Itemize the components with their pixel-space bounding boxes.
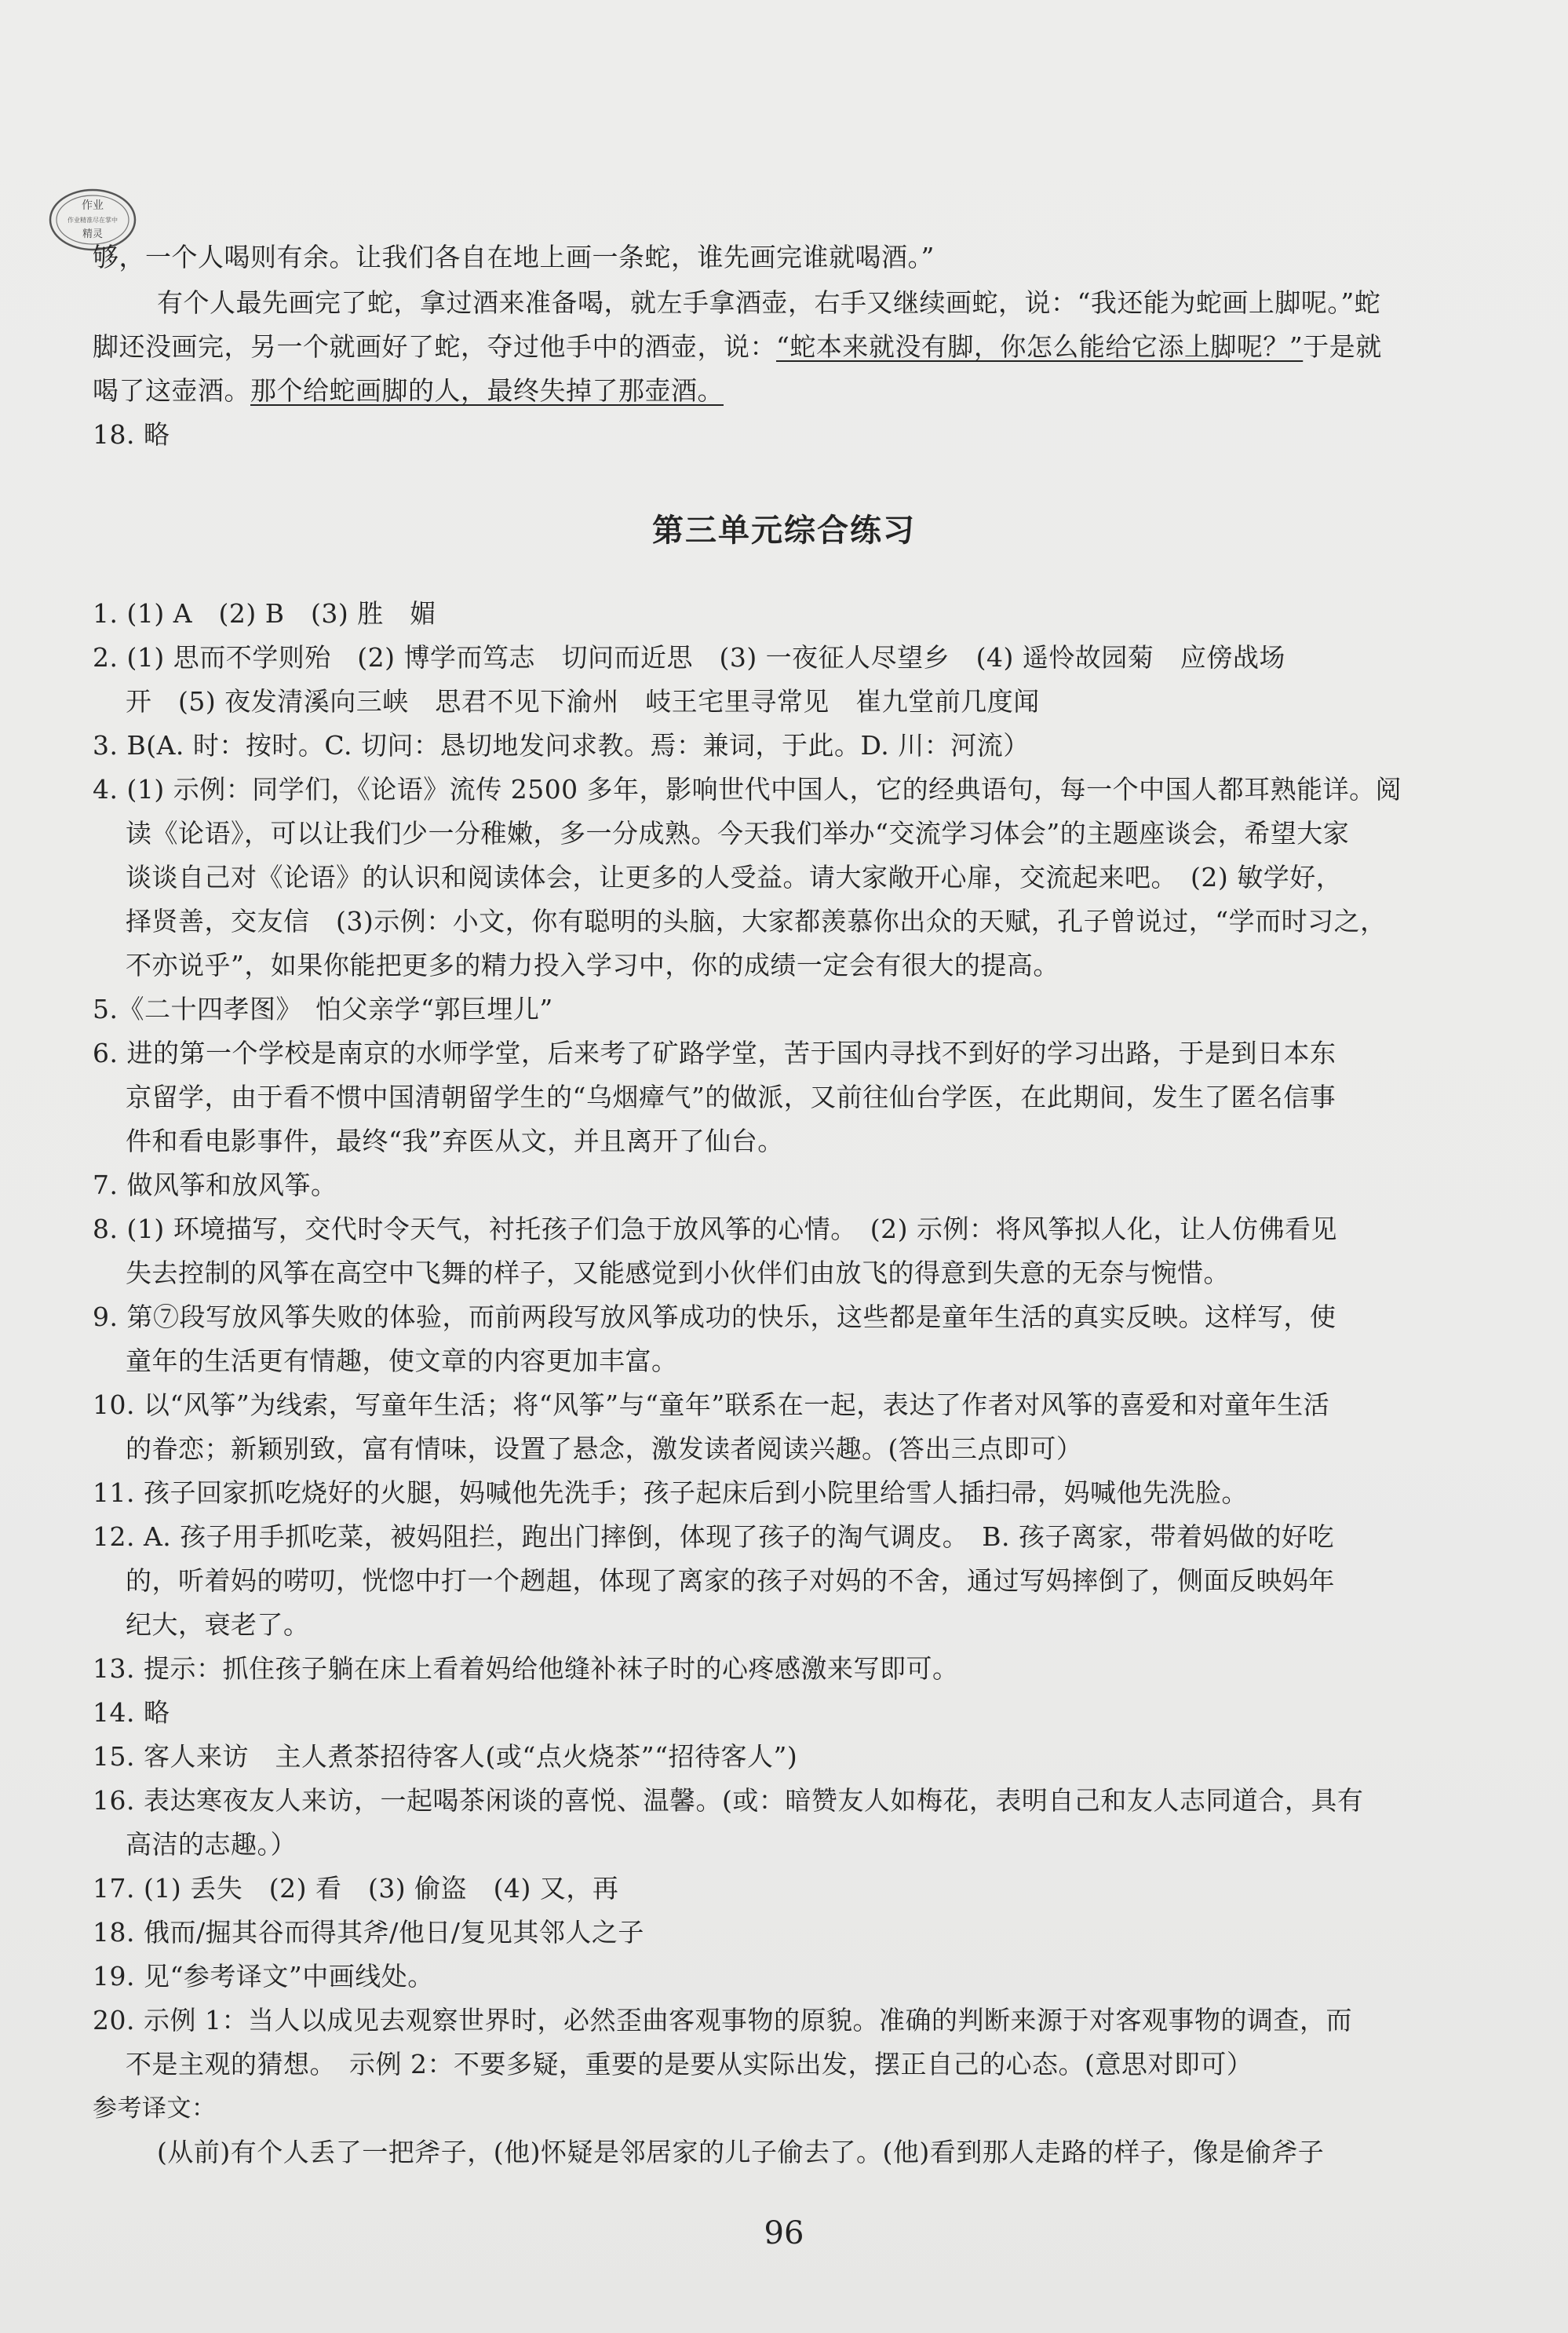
underlined-text: 那个给蛇画脚的人，最终失掉了那壶酒。 <box>250 375 724 406</box>
text-line: 有个人最先画完了蛇，拿过酒来准备喝，就左手拿酒壶，右手又继续画蛇，说：“我还能为蛇画上脚呢。”蛇 <box>157 287 1381 318</box>
text-line: 16. 表达寒夜友人来访，一起喝茶闲谈的喜悦、温馨。(或：暗赞友人如梅花，表明自己和友人志同道合，具有 <box>93 1785 1364 1816</box>
text-line: 失去控制的风筝在高空中飞舞的样子，又能感觉到小伙伴们由放飞的得意到失意的无奈与惋惜。 <box>126 1258 1230 1288</box>
text-line: 读《论语》，可以让我们少一分稚嫩，多一分成熟。今天我们举办“交流学习体会”的主题座谈会，希望大家 <box>126 818 1350 849</box>
text-span: 喝了这壶酒。 <box>93 375 250 406</box>
text-line: 11. 孩子回家抓吃烧好的火腿，妈喊他先洗手；孩子起床后到小院里给雪人插扫帚，妈喊他先洗脸。 <box>93 1477 1248 1508</box>
text-line: 谈谈自己对《论语》的认识和阅读体会，让更多的人受益。请大家敞开心扉，交流起来吧。 (2) 敏学好， <box>126 862 1343 893</box>
svg-text:作业: 作业 <box>82 199 104 212</box>
reference-label: 参考译文： <box>93 2094 217 2123</box>
text-line: 19. 见“参考译文”中画线处。 <box>93 1961 434 1992</box>
text-line: 不是主观的猜想。 示例 2：不要多疑，重要的是要从实际出发，摆正自己的心态。(意思对即可） <box>126 2049 1253 2079</box>
text-line: 17. (1) 丢失 (2) 看 (3) 偷盗 (4) 又，再 <box>93 1873 619 1904</box>
text-line: 高洁的志趣。） <box>126 1829 297 1860</box>
text-line: 18. 略 <box>93 419 170 450</box>
text-line: 够，一个人喝则有余。让我们各自在地上画一条蛇，谁先画完谁就喝酒。” <box>93 242 935 272</box>
text-line: 13. 提示：抓住孩子躺在床上看着妈给他缝补袜子时的心疼感激来写即可。 <box>93 1653 959 1684</box>
text-line: 纪大，衰老了。 <box>126 1609 310 1640</box>
text-line: 件和看电影事件，最终“我”弃医从文，并且离开了仙台。 <box>126 1126 784 1156</box>
text-line: 8. (1) 环境描写，交代时令天气，衬托孩子们急于放风筝的心情。 (2) 示例：将风筝拟人化，让人仿佛看见 <box>93 1214 1337 1244</box>
text-line: 开 (5) 夜发清溪向三峡 思君不见下渝州 岐王宅里寻常见 崔九堂前几度闻 <box>126 686 1040 717</box>
text-line: 5.《二十四孝图》 怕父亲学“郭巨埋儿” <box>93 994 553 1024</box>
section-title: 第三单元综合练习 <box>652 512 916 549</box>
text-line <box>93 375 724 407</box>
text-line: (从前)有个人丢了一把斧子，(他)怀疑是邻居家的儿子偷去了。(他)看到那人走路的样子，像是偷斧子 <box>157 2137 1325 2167</box>
text-line: 择贤善，交友信 (3)示例：小文，你有聪明的头脑，大家都羡慕你出众的天赋，孔子曾说过，“学而时习之， <box>126 906 1387 936</box>
text-line: 12. A. 孩子用手抓吃菜，被妈阻拦，跑出门摔倒，体现了孩子的淘气调皮。 B. 孩子离家，带着妈做的好吃 <box>93 1521 1335 1552</box>
svg-text:精灵: 精灵 <box>82 228 104 240</box>
text-line: 的眷恋；新颖别致，富有情味，设置了悬念，激发读者阅读兴趣。(答出三点即可） <box>126 1433 1083 1464</box>
text-line: 9. 第⑦段写放风筝失败的体验，而前两段写放风筝成功的快乐，这些都是童年生活的真实反映。这样写，使 <box>93 1302 1336 1332</box>
text-line: 20. 示例 1：当人以成见去观察世界时，必然歪曲客观事物的原貌。准确的判断来源于对客观事物的调查，而 <box>93 2005 1352 2035</box>
text-line: 15. 客人来访 主人煮茶招待客人(或“点火烧茶”“招待客人”) <box>93 1741 798 1772</box>
text-line: 童年的生活更有情趣，使文章的内容更加丰富。 <box>126 1345 678 1376</box>
text-line: 7. 做风筝和放风筝。 <box>93 1170 337 1200</box>
text-line: 的，听着妈的唠叨，恍惚中打一个趔趄，体现了离家的孩子对妈的不舍，通过写妈摔倒了，侧面反映妈年 <box>126 1565 1335 1596</box>
text-line: 3. B(A. 时：按时。C. 切问：恳切地发问求教。焉：兼词，于此。D. 川：河流） <box>93 730 1030 761</box>
text-line: 18. 俄而/掘其谷而得其斧/他日/复见其邻人之子 <box>93 1917 644 1948</box>
text-line: 2. (1) 思而不学则殆 (2) 博学而笃志 切问而近思 (3) 一夜征人尽望乡 (4) 遥怜故园菊 应傍战场 <box>93 642 1285 673</box>
text-line: 不亦说乎”，如果你能把更多的精力投入学习中，你的成绩一定会有很大的提高。 <box>126 950 1059 980</box>
text-line: 14. 略 <box>93 1697 170 1728</box>
text-span: 于是就 <box>1303 331 1382 362</box>
text-line: 京留学，由于看不惯中国清朝留学生的“乌烟瘴气”的做派，又前往仙台学医，在此期间，发生了匿名信事 <box>126 1082 1336 1112</box>
page-number: 96 <box>764 2215 804 2251</box>
svg-text:作业精准尽在掌中: 作业精准尽在掌中 <box>67 217 118 224</box>
underlined-text: “蛇本来就没有脚，你怎么能给它添上脚呢？” <box>776 331 1304 362</box>
text-line: 10. 以“风筝”为线索，写童年生活；将“风筝”与“童年”联系在一起，表达了作者对风筝的喜爱和对童年生活 <box>93 1389 1330 1420</box>
text-span: 脚还没画完，另一个就画好了蛇，夺过他手中的酒壶，说： <box>93 331 776 362</box>
text-line: 6. 进的第一个学校是南京的水师学堂，后来考了矿路学堂，苦于国内寻找不到好的学习出路，于是到日本东 <box>93 1038 1336 1068</box>
text-line: 4. (1) 示例：同学们，《论语》流传 2500 多年，影响世代中国人，它的经典语句，每一个中国人都耳熟能详。阅 <box>93 774 1402 805</box>
text-line: 1. (1) A (2) B (3) 胜 媚 <box>93 598 436 629</box>
text-line <box>93 331 1382 363</box>
